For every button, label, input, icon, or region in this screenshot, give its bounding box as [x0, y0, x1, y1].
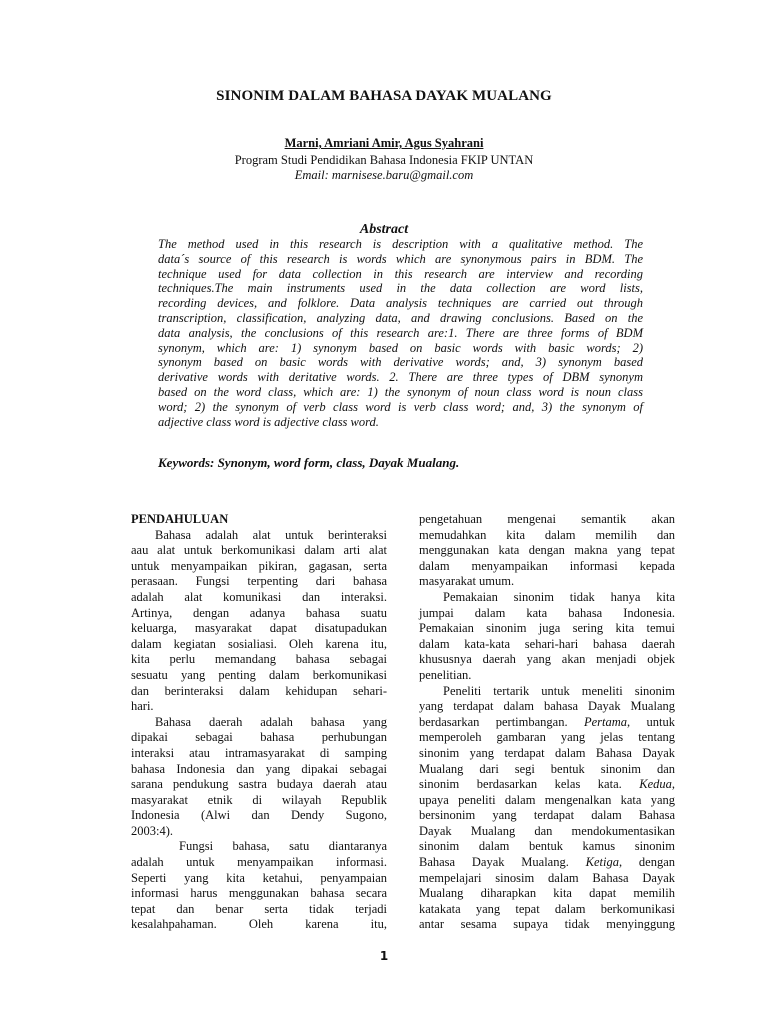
body-line: dalam menyampaikan informasi kepada: [419, 558, 675, 573]
body-line: 2003:4).: [131, 823, 174, 838]
body-line: Bahasa daerah adalah bahasa yang: [155, 714, 387, 729]
body-line: adalah alat komunikasi dan interaksi.: [131, 589, 387, 604]
abstract-heading: Abstract: [359, 222, 409, 237]
abstract-body: [158, 237, 643, 429]
body-line: adalah untuk menyampaikan informasi.: [131, 855, 387, 870]
body-line-text: , dengan: [619, 855, 676, 870]
body-line: perasaan. Fungsi terpenting dari bahasa: [131, 574, 387, 589]
body-line: mempelajari sinosim dalam Bahasa Dayak: [419, 870, 675, 885]
abstract-line: data analysis, the conclusions of this research are:1. There are three forms of BDM: [158, 325, 643, 340]
body-line: Seperti yang kita ketahui, penyampaian: [131, 870, 387, 885]
body-line: memudahkan kita dalam memilih dan: [419, 527, 675, 542]
body-line: bersinonim yang terdapat dalam Bahasa: [419, 808, 675, 823]
body-line: yang terdapat dalam bahasa Dayak Mualang: [419, 699, 675, 714]
abstract-line: derivative words with deritative words. 2. There are three types of DBM synonym: [158, 370, 643, 385]
body-line: Mualang diharapkan kita dapat memilih: [419, 886, 675, 901]
body-line: untuk menyampaikan pikiran, gagasan, serta: [131, 558, 387, 573]
abstract-line: word; 2) the synonym of verb class word is verb class word; and, 3) the synonym of: [158, 399, 643, 414]
body-line: Dayak Mualang dan mendokumentasikan: [419, 823, 675, 838]
abstract-line: technique used for data collection in this research are interview and recording: [158, 266, 643, 281]
body-line: Pemakaian sinonim juga sering kita temui: [419, 621, 675, 636]
body-line: hari.: [131, 699, 154, 714]
emphasis-word: Kedua: [639, 777, 672, 792]
body-line: sesuatu yang penting dalam berkomunikasi: [131, 667, 387, 682]
body-line-text: ,: [671, 777, 675, 792]
body-line: katakata yang tepat dalam berkomunikasi: [419, 901, 675, 916]
body-line: khususnya daerah yang akan menjadi objek: [419, 652, 675, 667]
body-line: kesalahpahaman. Oleh karena itu,: [131, 917, 387, 932]
abstract-line: synonym, which are: 1) synonym based on basic words with basic words; 2): [158, 340, 643, 355]
body-line: memperoleh gambaran yang jelas tentang: [419, 730, 675, 745]
body-line: tepat dan benar serta tidak terjadi: [131, 901, 387, 916]
body-line: kita perlu memandang bahasa sebagai: [131, 652, 387, 667]
page-number: 1: [379, 949, 389, 963]
body-line: informasi harus menggunakan bahasa secara: [131, 886, 387, 901]
affiliation: Program Studi Pendidikan Bahasa Indonesia FKIP UNTAN: [234, 153, 534, 167]
body-line: masyarakat umum.: [419, 574, 515, 589]
emphasis-word: Pertama: [583, 714, 628, 729]
emphasis-word: Ketiga: [585, 855, 619, 870]
body-line: sarana pendukung sastra budaya daerah atau: [131, 777, 387, 792]
body-line-text: berdasarkan pertimbangan.: [419, 714, 568, 729]
body-line: aau alat untuk berkomunikasi dalam arti alat: [131, 543, 387, 558]
abstract-line: The method used in this research is description with a qualitative method. The: [158, 237, 643, 251]
body-line: [419, 855, 675, 871]
body-line: dipakai sebagai bahasa perhubungan: [131, 730, 387, 745]
body-line-text: sinonim berdasarkan kelas kata.: [419, 777, 622, 792]
body-line: Peneliti tertarik untuk meneliti sinonim: [443, 683, 675, 698]
body-line: Bahasa adalah alat untuk berinteraksi: [155, 527, 387, 542]
abstract-line: techniques.The main instruments used in the data collection are word lists,: [158, 281, 643, 296]
body-line: Fungsi bahasa, satu diantaranya: [179, 839, 387, 854]
abstract-line: data´s source of this research is words which are synonymous pairs in BDM. The: [158, 251, 643, 266]
body-line: pengetahuan mengenai semantik akan: [419, 512, 675, 526]
body-line: Pemakaian sinonim tidak hanya kita: [443, 589, 675, 604]
body-line: Artinya, dengan adanya bahasa suatu: [131, 605, 387, 620]
body-line: jumpai dalam kata bahasa Indonesia.: [419, 605, 675, 620]
body-line: masyarakat etnik di wilayah Republik: [131, 792, 387, 807]
body-line: [419, 715, 675, 731]
abstract-line: synonym based on basic words with derivative words; and, 3) synonym based: [158, 355, 643, 370]
right-column: [419, 512, 675, 933]
body-line: Indonesia (Alwi dan Dendy Sugono,: [131, 808, 387, 823]
body-line: upaya peneliti dalam mengenalkan kata yang: [419, 792, 675, 807]
body-line: antar sesama supaya tidak menyinggung: [419, 917, 675, 932]
email-address: Email: marnisese.baru@gmail.com: [294, 168, 474, 182]
body-line: penelitian.: [419, 667, 472, 682]
abstract-line: adjective class word is adjective class word.: [158, 414, 379, 429]
body-line: [419, 777, 675, 793]
section-heading: PENDAHULUAN: [131, 512, 229, 526]
body-line: Mualang dari segi bentuk sinonim dan: [419, 761, 675, 776]
abstract-line: recording devices, and folklore. Data analysis techniques are carried out through: [158, 296, 643, 311]
abstract-line: transcription, classification, analyzing data, and drawing conclusions. Based on the: [158, 310, 643, 325]
paper-title: SINONIM DALAM BAHASA DAYAK MUALANG: [216, 88, 552, 104]
body-line: bahasa Indonesia dan yang dipakai sebagai: [131, 761, 387, 776]
left-column: [131, 512, 387, 933]
keywords: Keywords: Synonym, word form, class, Dayak Mualang.: [158, 455, 460, 470]
body-line: menggunakan kata dengan makna yang tepat: [419, 543, 675, 558]
body-line: dan berinteraksi dalam kehidupan sehari-: [131, 683, 387, 698]
body-line: dalam kata-kata sehari-hari bahasa daerah: [419, 636, 675, 651]
body-line-text: Bahasa Dayak Mualang.: [419, 855, 569, 870]
body-line: sinonim dalam bentuk kamus sinonim: [419, 839, 675, 854]
body-line: interaksi atau intramasyarakat di samping: [131, 745, 387, 760]
body-line: dalam kegiatan sosialiasi. Oleh karena itu,: [131, 636, 387, 651]
author-list: Marni, Amriani Amir, Agus Syahrani: [284, 136, 484, 150]
body-line: keluarga, masyarakat dapat disatupadukan: [131, 621, 387, 636]
body-line: sinonim yang terdapat dalam Bahasa Dayak: [419, 745, 675, 760]
body-line-text: , untuk: [627, 714, 676, 729]
abstract-line: based on the word class, which are: 1) the synonym of noun class word is noun class: [158, 384, 643, 399]
